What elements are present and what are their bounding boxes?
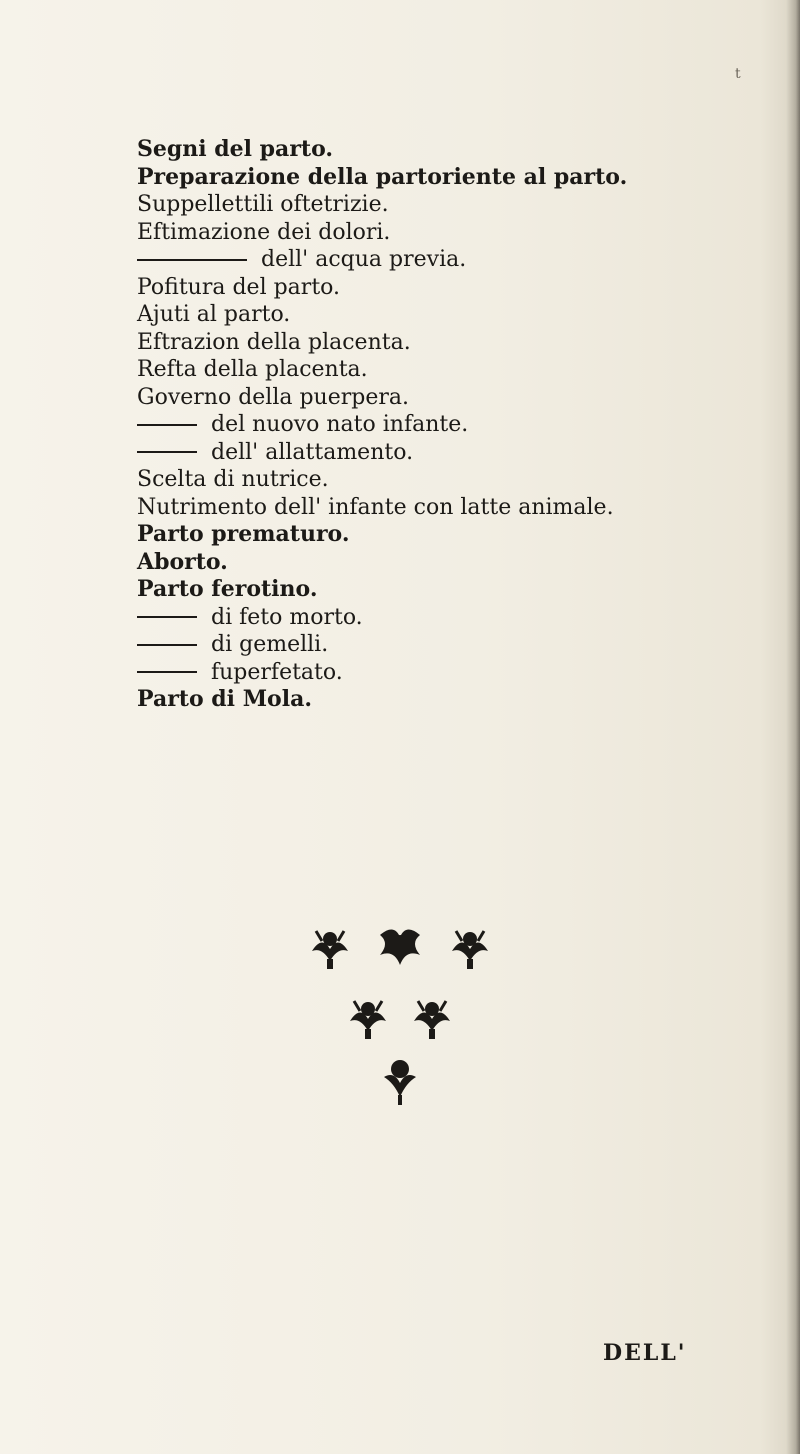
contents-entry	[137, 219, 777, 247]
ditto-dash	[137, 644, 197, 646]
contents-entry-text: Scelta di nutrice.	[137, 467, 329, 492]
ditto-dash	[137, 424, 197, 426]
contents-entry-text: di gemelli.	[211, 632, 329, 657]
contents-entry-text: di feto morto.	[211, 604, 363, 630]
contents-entry	[137, 521, 777, 549]
contents-entry-text: Parto ferotino.	[137, 576, 318, 602]
ditto-dash	[137, 616, 197, 618]
ditto-dash	[137, 259, 247, 261]
contents-entry	[137, 576, 777, 604]
contents-entry-text: Eftimazione dei dolori.	[137, 219, 391, 245]
contents-entry-text: Parto di Mola.	[137, 686, 312, 712]
page-edge-shadow	[786, 0, 800, 1454]
contents-entry	[137, 329, 777, 357]
contents-entry	[137, 549, 777, 577]
contents-entry	[137, 659, 777, 687]
table-of-contents	[137, 136, 777, 714]
contents-entry-text: Ajuti al parto.	[137, 302, 291, 327]
contents-entry	[137, 356, 777, 384]
contents-entry	[137, 384, 777, 412]
contents-entry-text: Refta della placenta.	[137, 357, 368, 382]
contents-entry	[137, 246, 777, 274]
contents-entry	[137, 191, 777, 219]
contents-entry-text: Segni del parto.	[137, 136, 334, 162]
catchword: DELL'	[603, 1340, 687, 1366]
contents-entry	[137, 686, 777, 714]
contents-entry	[137, 274, 777, 302]
contents-entry-text: Eftrazion della placenta.	[137, 329, 411, 355]
page-mark: t	[735, 66, 741, 82]
contents-entry-text: Pofitura del parto.	[137, 274, 341, 300]
contents-entry	[137, 164, 777, 192]
printers-flower-ornament-icon	[290, 905, 510, 1105]
contents-entry	[137, 439, 777, 467]
contents-entry-text: Preparazione della partoriente al parto.	[137, 163, 628, 190]
contents-entry-text: dell' allattamento.	[211, 439, 414, 465]
contents-entry	[137, 604, 777, 632]
contents-entry	[137, 136, 777, 164]
contents-entry	[137, 301, 777, 329]
ditto-dash	[137, 451, 197, 453]
contents-entry-text: Parto prematuro.	[137, 521, 350, 547]
contents-entry	[137, 494, 777, 522]
contents-entry	[137, 411, 777, 439]
contents-entry-text: fuperfetato.	[211, 659, 343, 685]
contents-entry	[137, 631, 777, 659]
contents-entry-text: dell' acqua previa.	[261, 247, 467, 272]
contents-entry	[137, 466, 777, 494]
contents-entry-text: del nuovo nato infante.	[211, 412, 469, 437]
contents-entry-text: Nutrimento dell' infante con latte animale.	[137, 494, 614, 520]
contents-entry-text: Suppellettili oftetrizie.	[137, 192, 389, 217]
contents-entry-text: Governo della puerpera.	[137, 384, 409, 410]
contents-entry-text: Aborto.	[137, 548, 228, 575]
ditto-dash	[137, 671, 197, 673]
